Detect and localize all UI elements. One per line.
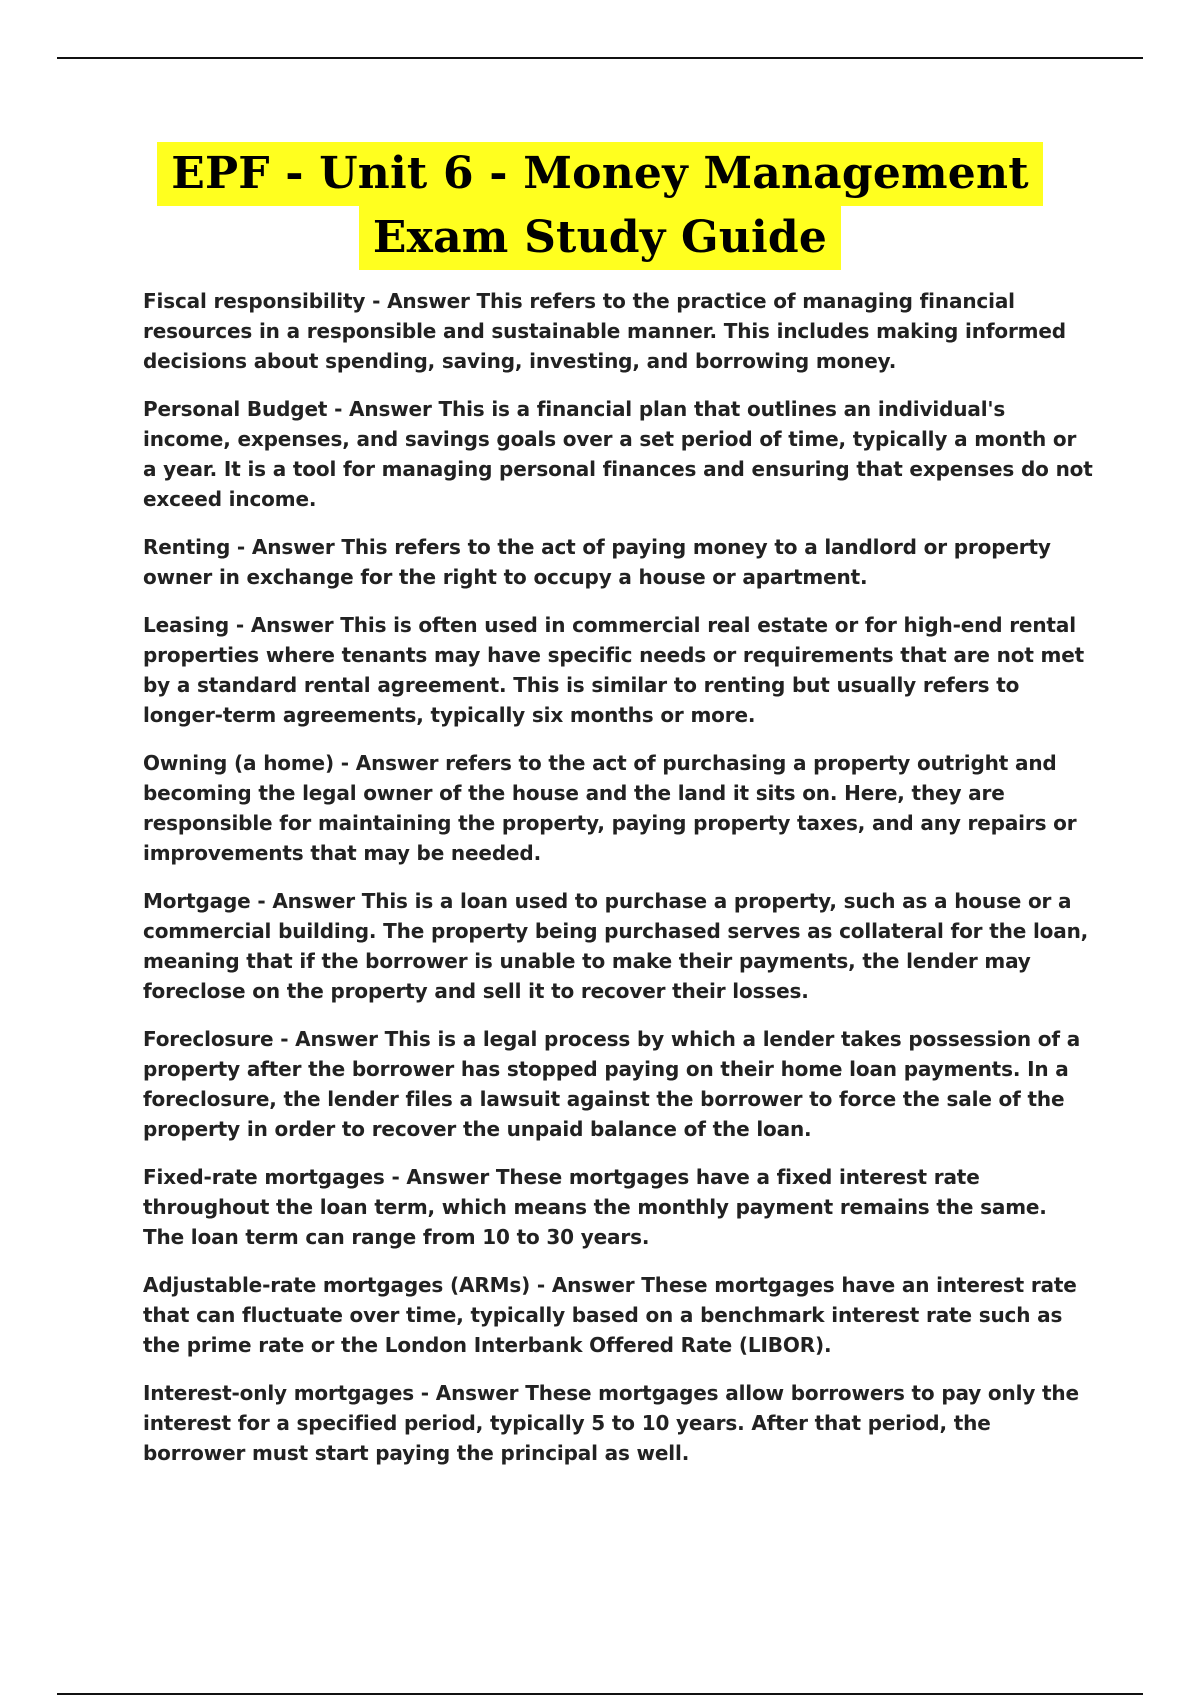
entry-interest-only-mortgages: Interest-only mortgages - Answer These mortgages allow borrowers to pay only the interest for a specified period, typically 5 to 10 years. After that period, the borrower must start paying the principal as well. xyxy=(143,1381,1079,1465)
entry-renting: Renting - Answer This refers to the act of paying money to a landlord or property owner in exchange for the right to occupy a house or apartment. xyxy=(143,535,1051,589)
top-divider xyxy=(57,57,1143,59)
entry-leasing: Leasing - Answer This is often used in commercial real estate or for high-end rental properties where tenants may have specific needs or requirements that are not met by a standard rental agreement. This is similar to renting but usually refers to longer-term agreements, typically six months or more. xyxy=(143,613,1085,727)
entry-adjustable-rate-mortgages: Adjustable-rate mortgages (ARMs) - Answer These mortgages have an interest rate that can fluctuate over time, typically based on a benchmark interest rate such as the prime rate or the London Interbank Offered Rate (LIBOR). xyxy=(143,1273,1077,1357)
document-title xyxy=(0,142,1200,270)
entry-mortgage: Mortgage - Answer This is a loan used to purchase a property, such as a house or a commercial building. The property being purchased serves as collateral for the loan, meaning that if the borrower is unable to make their payments, the lender may foreclose on the property and sell it to recover their losses. xyxy=(143,889,1089,1003)
entry-owning-a-home: Owning (a home) - Answer refers to the act of purchasing a property outright and becoming the legal owner of the house and the land it sits on. Here, they are responsible for maintaining the property, paying property taxes, and any repairs or improvements that may be needed. xyxy=(143,751,1077,865)
entry-fiscal-responsibility: Fiscal responsibility - Answer This refers to the practice of managing financial resources in a responsible and sustainable manner. This includes making informed decisions about spending, saving, investing, and borrowing money. xyxy=(143,289,1066,373)
entry-fixed-rate-mortgages: Fixed-rate mortgages - Answer These mortgages have a fixed interest rate throughout the loan term, which means the monthly payment remains the same. The loan term can range from 10 to 30 years. xyxy=(143,1165,1047,1249)
study-guide-content xyxy=(143,286,1093,1486)
entry-foreclosure: Foreclosure - Answer This is a legal process by which a lender takes possession of a property after the borrower has stopped paying on their home loan payments. In a foreclosure, the lender files a lawsuit against the borrower to force the sale of the property in order to recover the unpaid balance of the loan. xyxy=(143,1027,1081,1141)
title-line-2: Exam Study Guide xyxy=(359,206,841,270)
bottom-divider xyxy=(57,1693,1143,1695)
title-line-1: EPF - Unit 6 - Money Management xyxy=(157,142,1042,206)
entry-personal-budget: Personal Budget - Answer This is a financial plan that outlines an individual's income, expenses, and savings goals over a set period of time, typically a month or a year. It is a tool for managing personal finances and ensuring that expenses do not exceed income. xyxy=(143,397,1093,511)
